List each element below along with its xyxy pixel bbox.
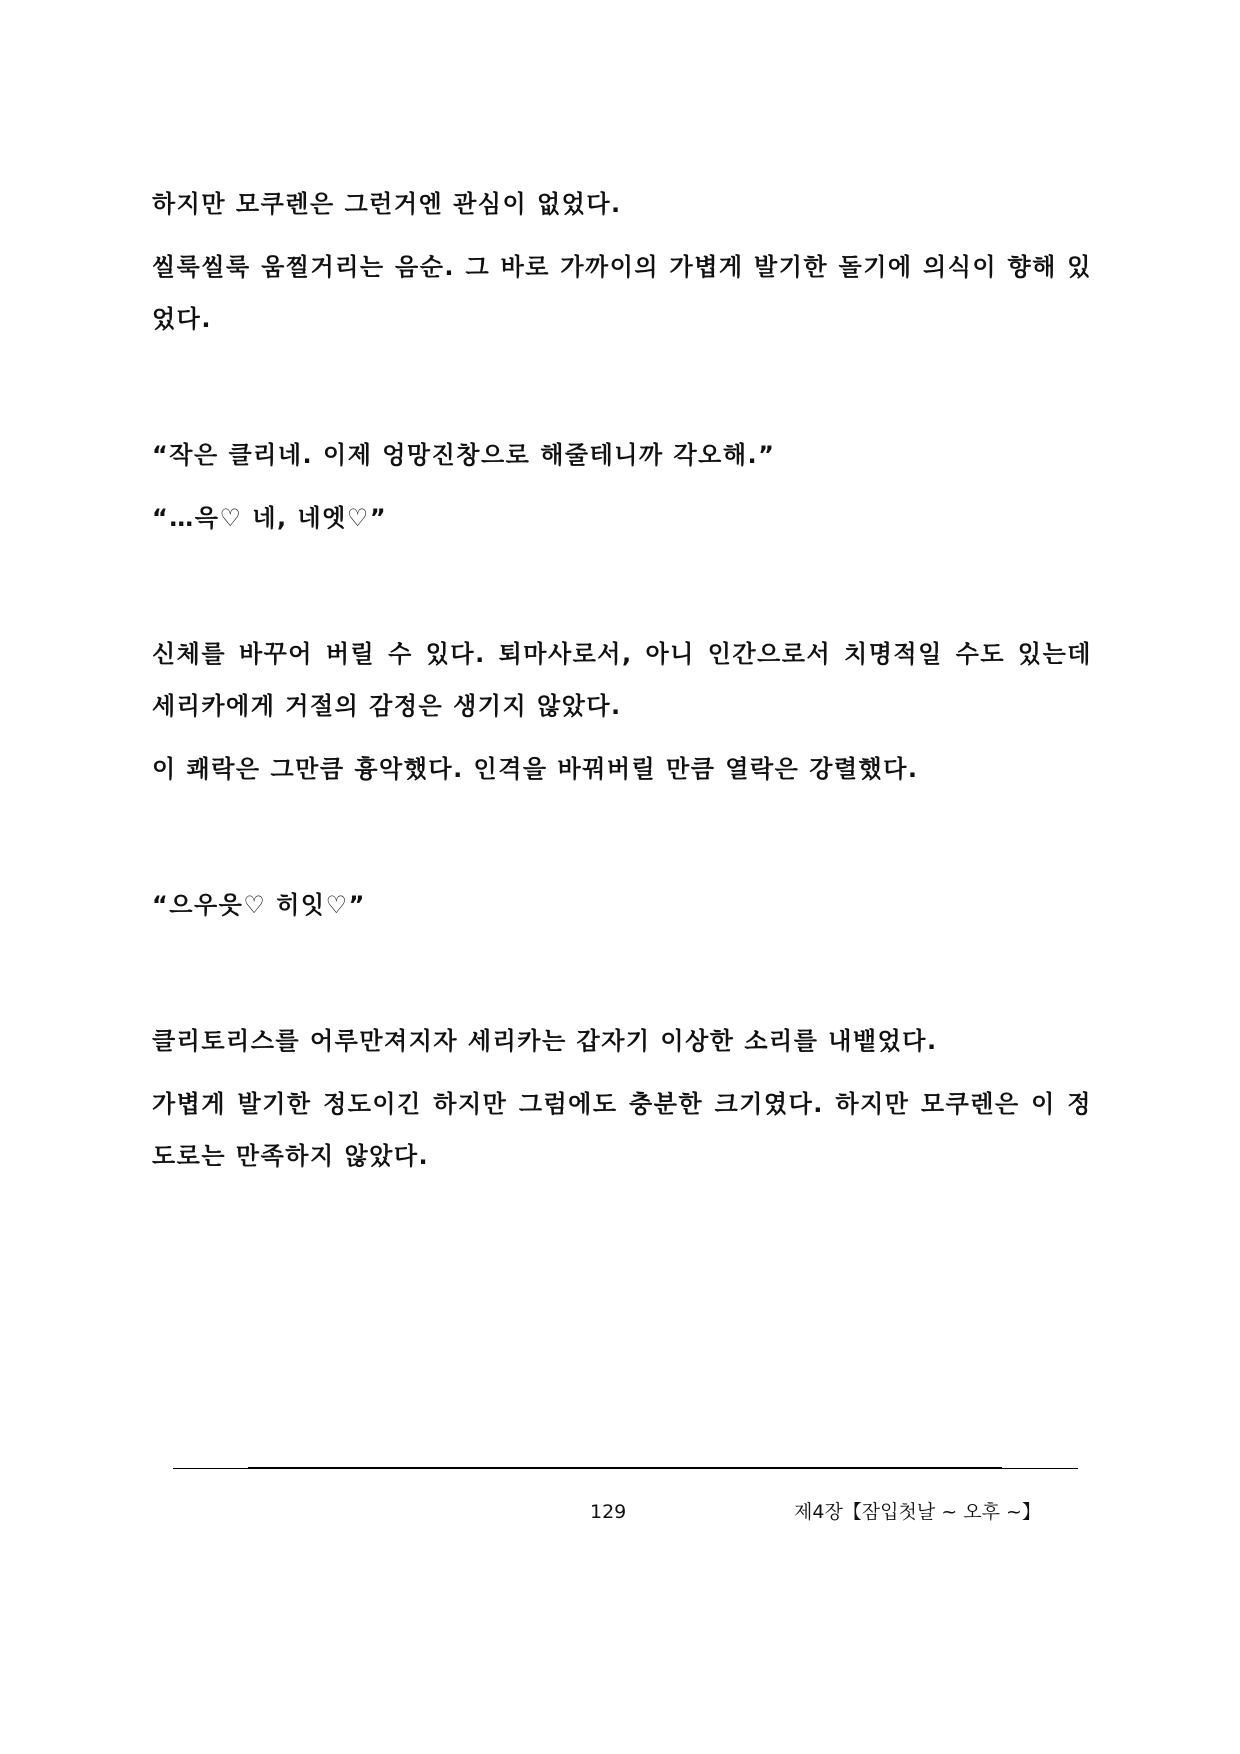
- paragraph-spacer: [152, 795, 1092, 879]
- paragraph: 클리토리스를 어루만져지자 세리카는 갑자기 이상한 소리를 내뱉었다.: [152, 1027, 938, 1055]
- chapter-running-head: 제4장【잠입첫날 ~ 오후 ~】: [794, 1501, 1041, 1523]
- paragraph: 가볍게 발기한 정도이긴 하지만 그럼에도 충분한 크기였다. 하지만 모쿠렌은 이 정도로는 만족하지 않았다.: [152, 1090, 1092, 1170]
- page-number: 129: [590, 1501, 627, 1523]
- footer-rule-thick: [248, 1467, 1002, 1469]
- paragraph-spacer: [152, 345, 1092, 429]
- dialogue-line: “…윽♡ 네, 네엣♡”: [152, 504, 388, 532]
- paragraph: 이 쾌락은 그만큼 흉악했다. 인격을 바꿔버릴 만큼 열락은 강렬했다.: [152, 755, 919, 783]
- paragraph: 씰룩씰룩 움찔거리는 음순. 그 바로 가까이의 가볍게 발기한 돌기에 의식이 향해 있었다.: [152, 253, 1092, 333]
- dialogue-line: “으우읏♡ 히잇♡”: [152, 891, 366, 919]
- paragraph: 하지만 모쿠렌은 그런거엔 관심이 없었다.: [152, 190, 622, 218]
- paragraph: 신체를 바꾸어 버릴 수 있다. 퇴마사로서, 아니 인간으로서 치명적일 수도 있는데 세리카에게 거절의 감정은 생기지 않았다.: [152, 640, 1092, 720]
- paragraph-spacer: [152, 931, 1092, 1015]
- dialogue-line: “작은 클리네. 이제 엉망진창으로 해줄테니까 각오해.”: [152, 441, 776, 469]
- paragraph-spacer: [152, 544, 1092, 628]
- body-text: [152, 178, 1092, 1182]
